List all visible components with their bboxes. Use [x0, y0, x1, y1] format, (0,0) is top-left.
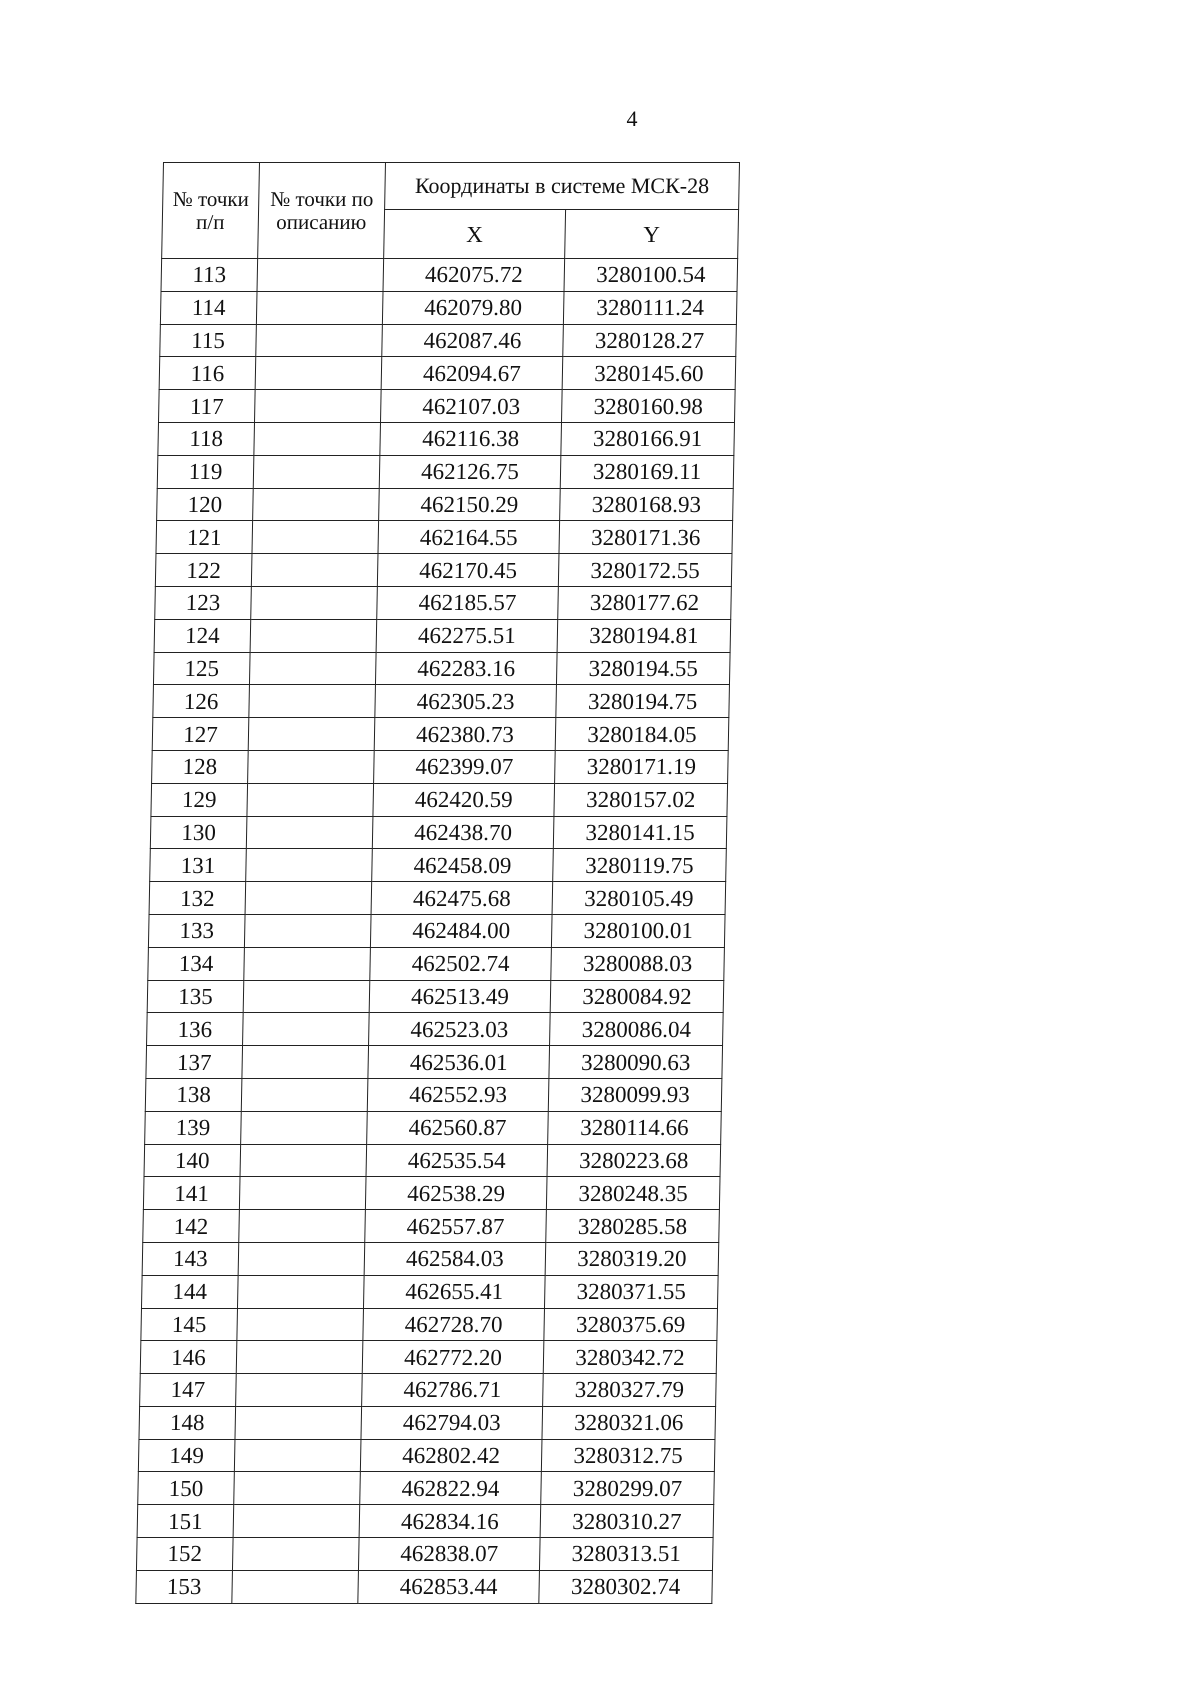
header-description-number: № точки по описанию: [258, 163, 386, 259]
table-row: [151, 783, 728, 816]
cell-description-number: [254, 422, 381, 455]
cell-description-number: [238, 1242, 365, 1275]
cell-x: 462772.20: [362, 1341, 544, 1374]
cell-x: 462475.68: [371, 882, 553, 915]
cell-row-number: 124: [154, 619, 251, 652]
cell-y: 3280169.11: [560, 455, 734, 488]
cell-row-number: 146: [140, 1341, 237, 1374]
cell-row-number: 120: [157, 488, 254, 521]
cell-y: 3280171.36: [559, 521, 733, 554]
cell-description-number: [236, 1374, 363, 1407]
cell-description-number: [237, 1275, 364, 1308]
cell-row-number: 152: [136, 1538, 233, 1571]
cell-y: 3280141.15: [553, 816, 727, 849]
cell-row-number: 116: [159, 357, 256, 390]
table-row: [147, 980, 724, 1013]
table-body: [136, 259, 738, 1604]
cell-y: 3280375.69: [544, 1308, 718, 1341]
cell-description-number: [251, 554, 378, 587]
cell-row-number: 130: [150, 816, 247, 849]
table-row: [156, 521, 733, 554]
table-row: [137, 1505, 714, 1538]
cell-x: 462380.73: [374, 718, 556, 751]
cell-y: 3280313.51: [539, 1538, 713, 1571]
cell-description-number: [241, 1111, 368, 1144]
cell-y: 3280321.06: [542, 1406, 716, 1439]
cell-description-number: [246, 849, 373, 882]
table-row: [152, 750, 729, 783]
cell-row-number: 115: [160, 324, 257, 357]
cell-y: 3280099.93: [548, 1078, 722, 1111]
cell-y: 3280172.55: [558, 554, 732, 587]
cell-y: 3280194.55: [556, 652, 730, 685]
cell-description-number: [256, 291, 383, 324]
cell-y: 3280371.55: [544, 1275, 718, 1308]
cell-description-number: [234, 1472, 361, 1505]
cell-description-number: [250, 619, 377, 652]
cell-x: 462438.70: [372, 816, 554, 849]
cell-description-number: [248, 750, 375, 783]
cell-y: 3280084.92: [550, 980, 724, 1013]
cell-y: 3280119.75: [553, 849, 727, 882]
cell-y: 3280302.74: [539, 1570, 713, 1603]
cell-x: 462126.75: [379, 455, 561, 488]
table-header: [162, 163, 740, 259]
table-row: [157, 488, 734, 521]
table-row: [154, 619, 731, 652]
cell-y: 3280310.27: [540, 1505, 714, 1538]
cell-y: 3280312.75: [541, 1439, 715, 1472]
cell-row-number: 153: [136, 1570, 233, 1603]
cell-y: 3280086.04: [550, 1013, 724, 1046]
cell-row-number: 134: [148, 947, 245, 980]
cell-description-number: [243, 1013, 370, 1046]
cell-row-number: 139: [145, 1111, 242, 1144]
cell-x: 462094.67: [381, 357, 563, 390]
cell-row-number: 144: [141, 1275, 238, 1308]
cell-description-number: [253, 488, 380, 521]
cell-x: 462794.03: [361, 1406, 543, 1439]
cell-description-number: [245, 882, 372, 915]
cell-y: 3280194.81: [557, 619, 731, 652]
table-row: [136, 1538, 713, 1571]
cell-row-number: 122: [155, 554, 252, 587]
cell-description-number: [252, 521, 379, 554]
cell-y: 3280128.27: [563, 324, 737, 357]
cell-x: 462116.38: [380, 422, 562, 455]
cell-x: 462283.16: [375, 652, 557, 685]
cell-x: 462728.70: [363, 1308, 545, 1341]
cell-y: 3280160.98: [561, 390, 735, 423]
cell-description-number: [236, 1341, 363, 1374]
cell-x: 462853.44: [358, 1570, 540, 1603]
cell-row-number: 151: [137, 1505, 234, 1538]
cell-x: 462538.29: [365, 1177, 547, 1210]
header-coordinates-group: Координаты в системе МСК-28: [385, 163, 740, 210]
cell-row-number: 113: [161, 259, 258, 292]
cell-description-number: [239, 1210, 366, 1243]
table-row: [149, 882, 726, 915]
cell-description-number: [237, 1308, 364, 1341]
table-row: [160, 324, 737, 357]
cell-description-number: [247, 783, 374, 816]
cell-y: 3280248.35: [546, 1177, 720, 1210]
table-row: [158, 422, 735, 455]
table-row: [140, 1374, 717, 1407]
table-row: [153, 652, 730, 685]
cell-description-number: [232, 1570, 359, 1603]
cell-row-number: 141: [143, 1177, 240, 1210]
cell-y: 3280145.60: [562, 357, 736, 390]
table-row: [145, 1111, 722, 1144]
cell-description-number: [244, 914, 371, 947]
cell-row-number: 143: [142, 1242, 239, 1275]
cell-row-number: 131: [150, 849, 247, 882]
cell-row-number: 149: [138, 1439, 235, 1472]
cell-description-number: [249, 652, 376, 685]
cell-row-number: 135: [147, 980, 244, 1013]
cell-y: 3280285.58: [546, 1210, 720, 1243]
cell-x: 462107.03: [380, 390, 562, 423]
cell-y: 3280111.24: [563, 291, 737, 324]
header-x: X: [384, 210, 566, 259]
cell-description-number: [251, 586, 378, 619]
cell-row-number: 136: [147, 1013, 244, 1046]
table-row: [147, 1013, 724, 1046]
table-row: [144, 1144, 721, 1177]
cell-row-number: 128: [152, 750, 249, 783]
cell-x: 462079.80: [382, 291, 564, 324]
cell-y: 3280342.72: [543, 1341, 717, 1374]
cell-row-number: 140: [144, 1144, 241, 1177]
table-row: [138, 1439, 715, 1472]
cell-y: 3280105.49: [552, 882, 726, 915]
cell-x: 462552.93: [367, 1078, 549, 1111]
cell-y: 3280223.68: [547, 1144, 721, 1177]
cell-x: 462513.49: [369, 980, 551, 1013]
table-row: [150, 849, 727, 882]
cell-y: 3280114.66: [548, 1111, 722, 1144]
cell-x: 462822.94: [360, 1472, 542, 1505]
cell-row-number: 137: [146, 1046, 243, 1079]
cell-row-number: 125: [153, 652, 250, 685]
cell-description-number: [244, 947, 371, 980]
table-row: [152, 718, 729, 751]
cell-x: 462087.46: [382, 324, 564, 357]
cell-y: 3280166.91: [561, 422, 735, 455]
table-row: [148, 914, 725, 947]
cell-y: 3280184.05: [555, 718, 729, 751]
cell-row-number: 123: [155, 586, 252, 619]
cell-x: 462399.07: [374, 750, 556, 783]
cell-row-number: 129: [151, 783, 248, 816]
cell-y: 3280088.03: [551, 947, 725, 980]
cell-description-number: [234, 1439, 361, 1472]
cell-y: 3280327.79: [543, 1374, 717, 1407]
cell-y: 3280319.20: [545, 1242, 719, 1275]
cell-x: 462838.07: [358, 1538, 540, 1571]
cell-y: 3280100.01: [551, 914, 725, 947]
table-row: [153, 685, 730, 718]
cell-description-number: [240, 1144, 367, 1177]
cell-description-number: [235, 1406, 362, 1439]
table-row: [160, 291, 737, 324]
table-row: [161, 259, 738, 292]
cell-x: 462458.09: [372, 849, 554, 882]
cell-row-number: 147: [140, 1374, 237, 1407]
cell-y: 3280168.93: [560, 488, 734, 521]
cell-y: 3280100.54: [564, 259, 738, 292]
table-row: [140, 1341, 717, 1374]
table-row: [155, 554, 732, 587]
table-row: [155, 586, 732, 619]
cell-y: 3280090.63: [549, 1046, 723, 1079]
table-row: [146, 1046, 723, 1079]
table-row: [150, 816, 727, 849]
cell-x: 462164.55: [378, 521, 560, 554]
cell-description-number: [246, 816, 373, 849]
table-row: [159, 357, 736, 390]
cell-row-number: 117: [158, 390, 255, 423]
cell-y: 3280299.07: [541, 1472, 715, 1505]
cell-x: 462170.45: [377, 554, 559, 587]
cell-description-number: [257, 259, 384, 292]
table-row: [143, 1210, 720, 1243]
header-row-number: № точки п/п: [162, 163, 260, 259]
cell-row-number: 138: [145, 1078, 242, 1111]
cell-x: 462420.59: [373, 783, 555, 816]
cell-row-number: 148: [139, 1406, 236, 1439]
cell-row-number: 145: [141, 1308, 238, 1341]
cell-row-number: 133: [148, 914, 245, 947]
coordinates-table: [135, 162, 740, 1604]
table-row: [142, 1242, 719, 1275]
cell-x: 462150.29: [379, 488, 561, 521]
cell-row-number: 119: [157, 455, 254, 488]
cell-x: 462305.23: [375, 685, 557, 718]
table-row: [139, 1406, 716, 1439]
cell-description-number: [254, 390, 381, 423]
table-row: [158, 390, 735, 423]
cell-row-number: 114: [160, 291, 257, 324]
cell-row-number: 118: [158, 422, 255, 455]
cell-x: 462523.03: [369, 1013, 551, 1046]
cell-description-number: [232, 1538, 359, 1571]
cell-x: 462484.00: [370, 914, 552, 947]
cell-x: 462185.57: [377, 586, 559, 619]
cell-y: 3280177.62: [558, 586, 732, 619]
cell-y: 3280157.02: [554, 783, 728, 816]
cell-row-number: 142: [143, 1210, 240, 1243]
cell-x: 462834.16: [359, 1505, 541, 1538]
cell-description-number: [255, 357, 382, 390]
cell-x: 462584.03: [364, 1242, 546, 1275]
cell-y: 3280194.75: [556, 685, 730, 718]
cell-x: 462655.41: [363, 1275, 545, 1308]
cell-x: 462275.51: [376, 619, 558, 652]
cell-y: 3280171.19: [555, 750, 729, 783]
cell-x: 462502.74: [370, 947, 552, 980]
cell-row-number: 127: [152, 718, 249, 751]
cell-description-number: [233, 1505, 360, 1538]
cell-description-number: [242, 1046, 369, 1079]
table-row: [138, 1472, 715, 1505]
cell-x: 462786.71: [362, 1374, 544, 1407]
page-number: 4: [626, 106, 638, 131]
cell-x: 462557.87: [365, 1210, 547, 1243]
cell-row-number: 150: [138, 1472, 235, 1505]
cell-description-number: [239, 1177, 366, 1210]
cell-x: 462536.01: [368, 1046, 550, 1079]
table-row: [148, 947, 725, 980]
cell-row-number: 126: [153, 685, 250, 718]
table-row: [157, 455, 734, 488]
cell-description-number: [253, 455, 380, 488]
table-row: [143, 1177, 720, 1210]
table-row: [141, 1308, 718, 1341]
cell-row-number: 121: [156, 521, 253, 554]
cell-x: 462802.42: [360, 1439, 542, 1472]
cell-description-number: [241, 1078, 368, 1111]
header-y: Y: [565, 210, 739, 259]
table-row: [136, 1570, 713, 1603]
cell-description-number: [248, 718, 375, 751]
cell-description-number: [249, 685, 376, 718]
cell-description-number: [243, 980, 370, 1013]
table-row: [141, 1275, 718, 1308]
cell-x: 462535.54: [366, 1144, 548, 1177]
cell-description-number: [256, 324, 383, 357]
cell-x: 462560.87: [367, 1111, 549, 1144]
cell-x: 462075.72: [383, 259, 565, 292]
table-row: [145, 1078, 722, 1111]
cell-row-number: 132: [149, 882, 246, 915]
